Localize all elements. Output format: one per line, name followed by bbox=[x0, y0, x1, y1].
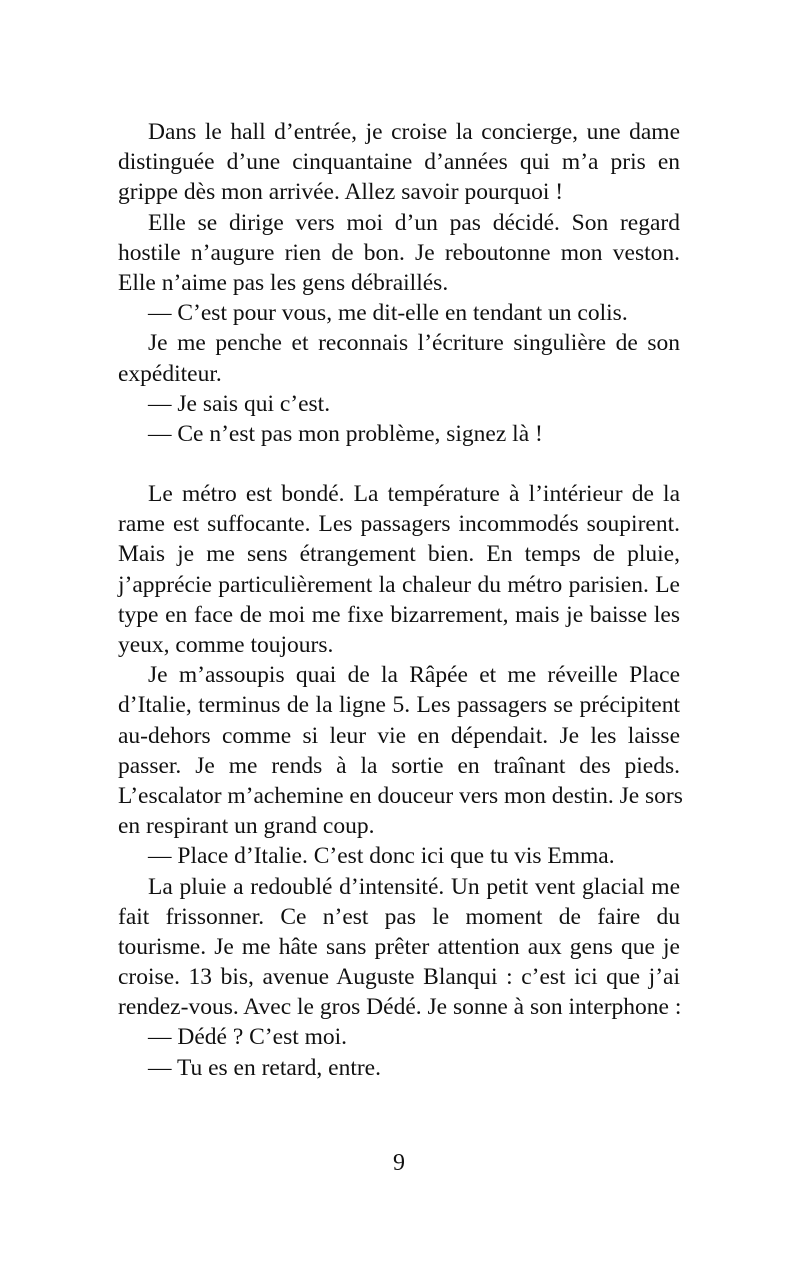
text-line: Je me penche et reconnais l’écriture singulière de son bbox=[148, 330, 680, 357]
text-line: — Je sais qui c’est. bbox=[148, 390, 331, 417]
text-line: Elle n’aime pas les gens débraillés. bbox=[118, 269, 449, 296]
text-line: d’Italie, terminus de la ligne 5. Les passagers se précipitent bbox=[118, 692, 680, 719]
text-line: — C’est pour vous, me dit-elle en tendant un colis. bbox=[148, 300, 628, 327]
body-text bbox=[118, 117, 683, 1083]
page-number: 9 bbox=[393, 1150, 405, 1176]
text-line: — Dédé ? C’est moi. bbox=[148, 1024, 348, 1051]
text-line: fait frissonner. Ce n’est pas le moment de faire du bbox=[118, 903, 680, 930]
text-line: expéditeur. bbox=[118, 360, 222, 387]
text-line: Le métro est bondé. La température à l’intérieur de la bbox=[148, 481, 680, 508]
text-line: type en face de moi me fixe bizarrement, mais je baisse les bbox=[118, 601, 680, 628]
text-line: Dans le hall d’entrée, je croise la concierge, une dame bbox=[148, 119, 680, 145]
text-line: yeux, comme toujours. bbox=[118, 632, 334, 658]
paragraph bbox=[118, 872, 680, 1023]
text-line: Mais je me sens étrangement bien. En temps de pluie, bbox=[118, 541, 680, 568]
paragraph bbox=[118, 479, 680, 660]
text-line: Je m’assoupis quai de la Râpée et me réveille Place bbox=[148, 662, 680, 689]
text-line: — Place d’Italie. C’est donc ici que tu vis Emma. bbox=[148, 843, 615, 870]
text-line: j’apprécie particulièrement la chaleur du métro parisien. Le bbox=[118, 571, 680, 598]
text-line: — Tu es en retard, entre. bbox=[148, 1054, 381, 1081]
text-line: rame est suffocante. Les passagers incommodés soupirent. bbox=[118, 511, 680, 538]
paragraph bbox=[118, 208, 680, 299]
text-line: en respirant un grand coup. bbox=[118, 813, 375, 840]
dialogue-line bbox=[118, 419, 680, 449]
paragraph bbox=[118, 660, 683, 841]
text-line: croise. 13 bis, avenue Auguste Blanqui : c’est ici que j’ai bbox=[118, 964, 680, 991]
text-line: L’escalator m’achemine en douceur vers mon destin. Je sors bbox=[118, 782, 683, 809]
dialogue-line bbox=[118, 841, 680, 871]
paragraph bbox=[118, 328, 680, 388]
text-line: La pluie a redoublé d’intensité. Un petit vent glacial me bbox=[148, 873, 680, 900]
dialogue-line bbox=[118, 1053, 680, 1083]
text-line: tourisme. Je me hâte sans prêter attention aux gens que je bbox=[118, 933, 680, 960]
text-line: au-dehors comme si leur vie en dépendait. Je les laisse bbox=[118, 722, 680, 749]
text-line: grippe dès mon arrivée. Allez savoir pourquoi ! bbox=[118, 179, 564, 206]
text-line: hostile n’augure rien de bon. Je reboutonne mon veston. bbox=[118, 239, 680, 266]
paragraph bbox=[118, 117, 680, 208]
dialogue-line bbox=[118, 389, 680, 419]
text-line: distinguée d’une cinquantaine d’années qui m’a pris en bbox=[118, 149, 680, 176]
dialogue-line bbox=[118, 298, 680, 328]
text-line: Elle se dirige vers moi d’un pas décidé. Son regard bbox=[148, 209, 680, 236]
section-break bbox=[118, 449, 680, 479]
text-line: passer. Je me rends à la sortie en traînant des pieds. bbox=[118, 752, 680, 779]
text-line: rendez-vous. Avec le gros Dédé. Je sonne à son interphone : bbox=[118, 994, 682, 1021]
text-line: — Ce n’est pas mon problème, signez là ! bbox=[148, 420, 543, 447]
dialogue-line bbox=[118, 1022, 680, 1052]
